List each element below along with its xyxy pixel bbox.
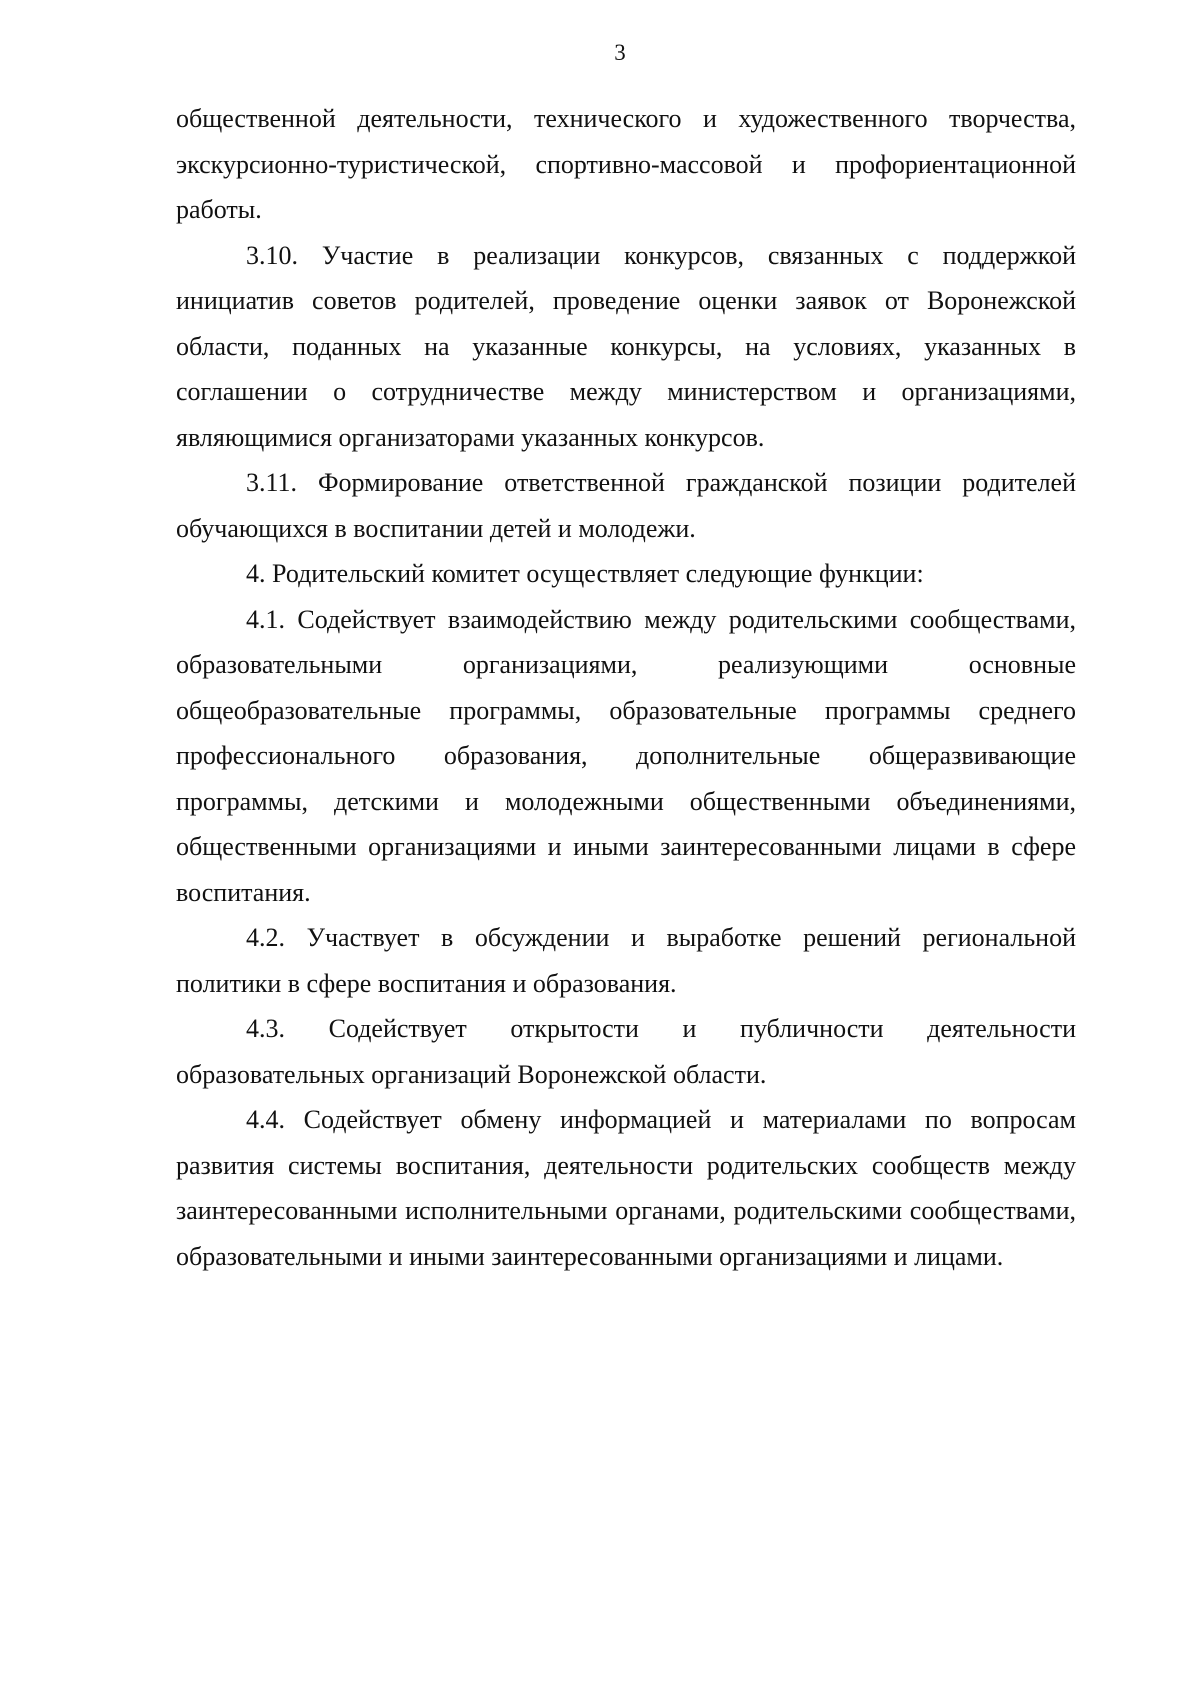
paragraph-4-2: 4.2. Участвует в обсуждении и выработке решений региональной политики в сфере воспитания и образования. (176, 923, 1076, 998)
paragraph-4: 4. Родительский комитет осуществляет следующие функции: (246, 559, 924, 588)
paragraph-4-1: 4.1. Содействует взаимодействию между родительскими сообществами, образовательными организациями, реализующими основные общеобразовательные программы, образовательные программы среднего профессионального образования, дополнительные общеразвивающие программы, детскими и молодежными общественными объединениями, общественными организациями и иными заинтересованными лицами в сфере воспитания. (176, 604, 1076, 907)
paragraph-3-11: 3.11. Формирование ответственной гражданской позиции родителей обучающихся в воспитании детей и молодежи. (176, 468, 1076, 543)
paragraph-continuation: общественной деятельности, технического и художественного творчества, экскурсионно-туристической, спортивно-массовой и профориентационной работы. (176, 104, 1076, 224)
document-body (176, 96, 1076, 1279)
paragraph-3-10: 3.10. Участие в реализации конкурсов, связанных с поддержкой инициатив советов родителей, проведение оценки заявок от Воронежской области, поданных на указанные конкурсы, на условиях, указанных в соглашении о сотрудничестве между министерством и организациями, являющимися организаторами указанных конкурсов. (176, 240, 1076, 452)
page-number: 3 (614, 40, 626, 65)
paragraph-4-3: 4.3. Содействует открытости и публичности деятельности образовательных организаций Воронежской области. (176, 1014, 1076, 1089)
paragraph-4-4: 4.4. Содействует обмену информацией и материалами по вопросам развития системы воспитания, деятельности родительских сообществ между заинтересованными исполнительными органами, родительскими сообществами, образовательными и иными заинтересованными организациями и лицами. (176, 1105, 1076, 1271)
